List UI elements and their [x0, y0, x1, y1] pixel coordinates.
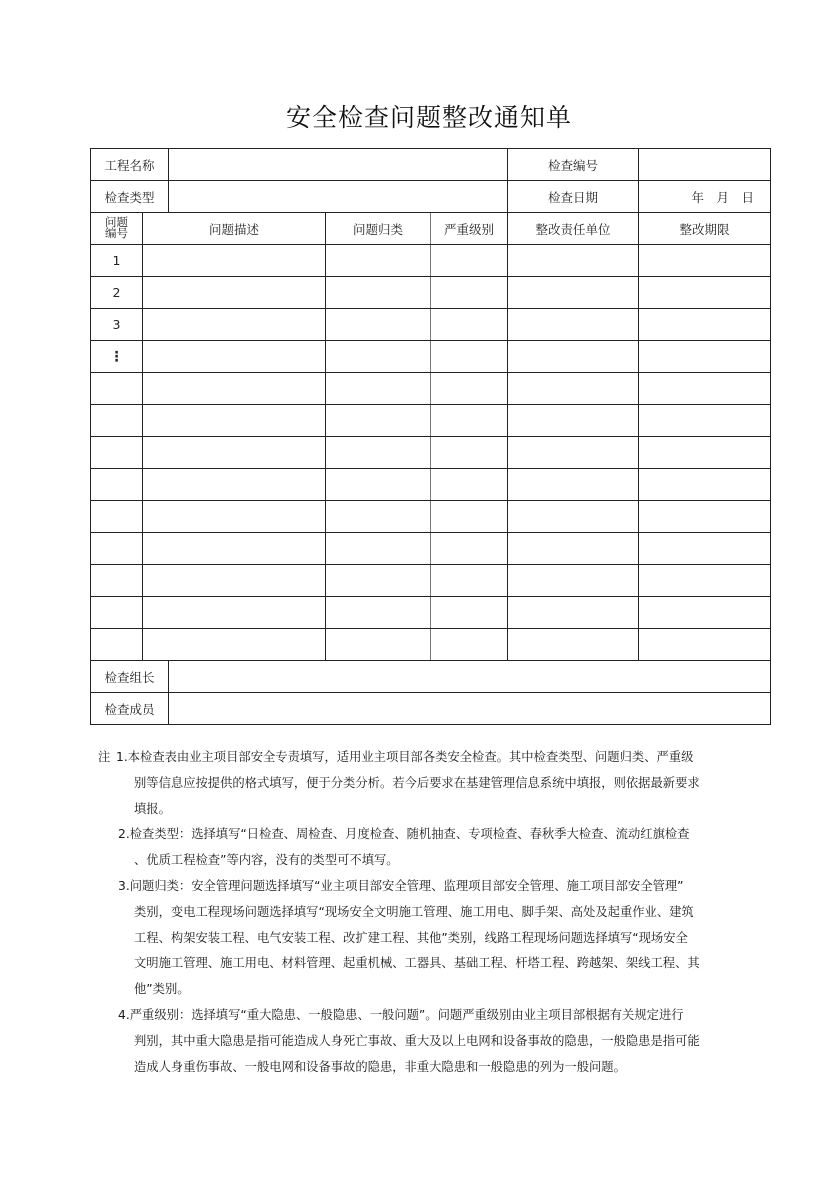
issue-deadline-cell[interactable] — [639, 341, 771, 373]
issue-severity-cell[interactable] — [431, 501, 508, 533]
issue-deadline-cell[interactable] — [639, 501, 771, 533]
issue-no-cell: 3 — [91, 309, 143, 341]
issue-deadline-cell[interactable] — [639, 469, 771, 501]
note-line: 造成人身重伤事故、一般电网和设备事故的隐患，非重大隐患和一般隐患的列为一般问题。 — [134, 1059, 626, 1074]
note-line: 别等信息应按提供的格式填写，便于分类分析。若今后要求在基建管理信息系统中填报，则依据最新要求 — [134, 775, 700, 790]
issue-no-cell — [91, 597, 143, 629]
issue-severity-cell[interactable] — [431, 341, 508, 373]
issue-severity-cell[interactable] — [431, 437, 508, 469]
issue-no-cell: 1 — [91, 245, 143, 277]
issue-responsible-cell[interactable] — [508, 277, 639, 309]
issue-no-cell: 2 — [91, 277, 143, 309]
issue-category-cell[interactable] — [326, 533, 431, 565]
issue-severity-cell[interactable] — [431, 533, 508, 565]
inspection-date-field[interactable]: 年 月 日 — [639, 181, 771, 213]
note-line: 文明施工管理、施工用电、材料管理、起重机械、工器具、基础工程、杆塔工程、跨越架、架线工程、其 — [134, 956, 700, 971]
leader-row — [91, 661, 771, 693]
issue-deadline-cell[interactable] — [639, 277, 771, 309]
col-header-description: 问题描述 — [143, 213, 326, 245]
issue-category-cell[interactable] — [326, 565, 431, 597]
issue-responsible-cell[interactable] — [508, 565, 639, 597]
issue-description-cell[interactable] — [143, 373, 326, 405]
issue-row — [91, 437, 771, 469]
issue-description-cell[interactable] — [143, 437, 326, 469]
inspection-type-label: 检查类型 — [91, 181, 169, 213]
members-label: 检查成员 — [91, 693, 169, 725]
col-header-issue-no-line2: 编号 — [105, 226, 128, 240]
inspection-date-label: 检查日期 — [508, 181, 639, 213]
issue-responsible-cell[interactable] — [508, 597, 639, 629]
issue-row — [91, 501, 771, 533]
issue-row — [91, 629, 771, 661]
issue-category-cell[interactable] — [326, 277, 431, 309]
issue-severity-cell[interactable] — [431, 469, 508, 501]
leader-field[interactable] — [169, 661, 771, 693]
inspection-type-row — [91, 181, 771, 213]
project-name-row — [91, 149, 771, 181]
issue-category-cell[interactable] — [326, 437, 431, 469]
column-header-row — [91, 213, 771, 245]
issue-category-cell[interactable] — [326, 245, 431, 277]
issue-category-cell[interactable] — [326, 309, 431, 341]
issue-responsible-cell[interactable] — [508, 373, 639, 405]
issue-deadline-cell[interactable] — [639, 565, 771, 597]
issue-row — [91, 469, 771, 501]
issue-no-cell — [91, 533, 143, 565]
note-line: 填报。 — [134, 801, 171, 816]
issue-deadline-cell[interactable] — [639, 437, 771, 469]
issue-responsible-cell[interactable] — [508, 533, 639, 565]
issue-responsible-cell[interactable] — [508, 501, 639, 533]
members-row — [91, 693, 771, 725]
note-line: 他”类别。 — [134, 982, 190, 997]
inspection-no-field[interactable] — [639, 149, 771, 181]
issue-row — [91, 405, 771, 437]
issue-description-cell[interactable] — [143, 533, 326, 565]
issue-description-cell[interactable] — [143, 565, 326, 597]
note-line: 2.检查类型：选择填写“日检查、周检查、月度检查、随机抽查、专项检查、春秋季大检查、流动红旗检查 — [118, 827, 690, 842]
issue-row — [91, 341, 771, 373]
issue-rows — [91, 245, 771, 661]
issue-description-cell[interactable] — [143, 469, 326, 501]
project-name-label: 工程名称 — [91, 149, 169, 181]
page-title: 安全检查问题整改通知单 — [285, 103, 572, 132]
issue-row — [91, 245, 771, 277]
issue-no-cell — [91, 437, 143, 469]
col-header-severity: 严重级别 — [431, 213, 508, 245]
col-header-issue-no-line1: 问题 — [105, 215, 128, 229]
issue-deadline-cell[interactable] — [639, 597, 771, 629]
note-line: 类别，变电工程现场问题选择填写“现场安全文明施工管理、施工用电、脚手架、高处及起重作业、建筑 — [134, 904, 694, 919]
issue-deadline-cell[interactable] — [639, 405, 771, 437]
issue-deadline-cell[interactable] — [639, 629, 771, 661]
note-text: 1.本检查表由业主项目部安全专责填写，适用业主项目部各类安全检查。其中检查类型、问题归类、严重级 — [116, 750, 694, 764]
issue-row — [91, 277, 771, 309]
issue-responsible-cell[interactable] — [508, 341, 639, 373]
issue-row — [91, 597, 771, 629]
issue-responsible-cell[interactable] — [508, 469, 639, 501]
leader-label: 检查组长 — [91, 661, 169, 693]
issue-severity-cell[interactable] — [431, 373, 508, 405]
issue-row — [91, 565, 771, 597]
issue-deadline-cell[interactable] — [639, 309, 771, 341]
issue-no-cell — [91, 405, 143, 437]
project-name-field[interactable] — [169, 149, 508, 181]
issue-description-cell[interactable] — [143, 501, 326, 533]
issue-row — [91, 309, 771, 341]
col-header-responsible: 整改责任单位 — [508, 213, 639, 245]
issue-deadline-cell[interactable] — [639, 245, 771, 277]
issue-category-cell[interactable] — [326, 501, 431, 533]
col-header-category: 问题归类 — [326, 213, 431, 245]
issue-responsible-cell[interactable] — [508, 309, 639, 341]
issue-responsible-cell[interactable] — [508, 245, 639, 277]
issue-description-cell[interactable] — [143, 309, 326, 341]
col-header-deadline: 整改期限 — [639, 213, 771, 245]
col-header-issue-no — [91, 213, 143, 245]
notes-section — [98, 745, 748, 1080]
issue-responsible-cell[interactable] — [508, 629, 639, 661]
note-line: 3.问题归类：安全管理问题选择填写“业主项目部安全管理、监理项目部安全管理、施工项目部安全管理” — [118, 878, 684, 893]
issue-description-cell[interactable] — [143, 597, 326, 629]
rectification-form-table — [90, 148, 771, 725]
issue-deadline-cell[interactable] — [639, 373, 771, 405]
note-line: 、优质工程检查”等内容，没有的类型可不填写。 — [134, 853, 399, 868]
note-line — [98, 745, 748, 771]
issue-category-cell[interactable] — [326, 597, 431, 629]
issue-severity-cell[interactable] — [431, 245, 508, 277]
note-line: 判别，其中重大隐患是指可能造成人身死亡事故、重大及以上电网和设备事故的隐患，一般隐患是指可能 — [134, 1033, 700, 1048]
issue-no-cell — [91, 469, 143, 501]
issue-category-cell[interactable] — [326, 405, 431, 437]
issue-no-cell: ⋮ — [91, 341, 143, 373]
issue-description-cell[interactable] — [143, 405, 326, 437]
issue-severity-cell[interactable] — [431, 309, 508, 341]
issue-deadline-cell[interactable] — [639, 533, 771, 565]
issue-description-cell[interactable] — [143, 277, 326, 309]
notes-prefix: 注 — [98, 750, 111, 764]
issue-no-cell — [91, 629, 143, 661]
issue-row — [91, 373, 771, 405]
issue-no-cell — [91, 373, 143, 405]
issue-description-cell[interactable] — [143, 245, 326, 277]
inspection-type-field[interactable] — [169, 181, 508, 213]
issue-no-cell — [91, 565, 143, 597]
note-line: 工程、构架安装工程、电气安装工程、改扩建工程、其他”类别，线路工程现场问题选择填写“现场安全 — [134, 930, 688, 945]
issue-no-cell — [91, 501, 143, 533]
issue-severity-cell[interactable] — [431, 597, 508, 629]
issue-category-cell[interactable] — [326, 373, 431, 405]
issue-category-cell[interactable] — [326, 629, 431, 661]
issue-responsible-cell[interactable] — [508, 405, 639, 437]
issue-description-cell[interactable] — [143, 629, 326, 661]
issue-severity-cell[interactable] — [431, 277, 508, 309]
note-line: 4.严重级别：选择填写“重大隐患、一般隐患、一般问题”。问题严重级别由业主项目部根据有关规定进行 — [118, 1007, 684, 1022]
issue-description-cell[interactable] — [143, 341, 326, 373]
issue-row — [91, 533, 771, 565]
issue-category-cell[interactable] — [326, 469, 431, 501]
issue-severity-cell[interactable] — [431, 405, 508, 437]
members-field[interactable] — [169, 693, 771, 725]
issue-responsible-cell[interactable] — [508, 437, 639, 469]
inspection-no-label: 检查编号 — [508, 149, 639, 181]
issue-category-cell[interactable] — [326, 341, 431, 373]
issue-severity-cell[interactable] — [431, 565, 508, 597]
issue-severity-cell[interactable] — [431, 629, 508, 661]
